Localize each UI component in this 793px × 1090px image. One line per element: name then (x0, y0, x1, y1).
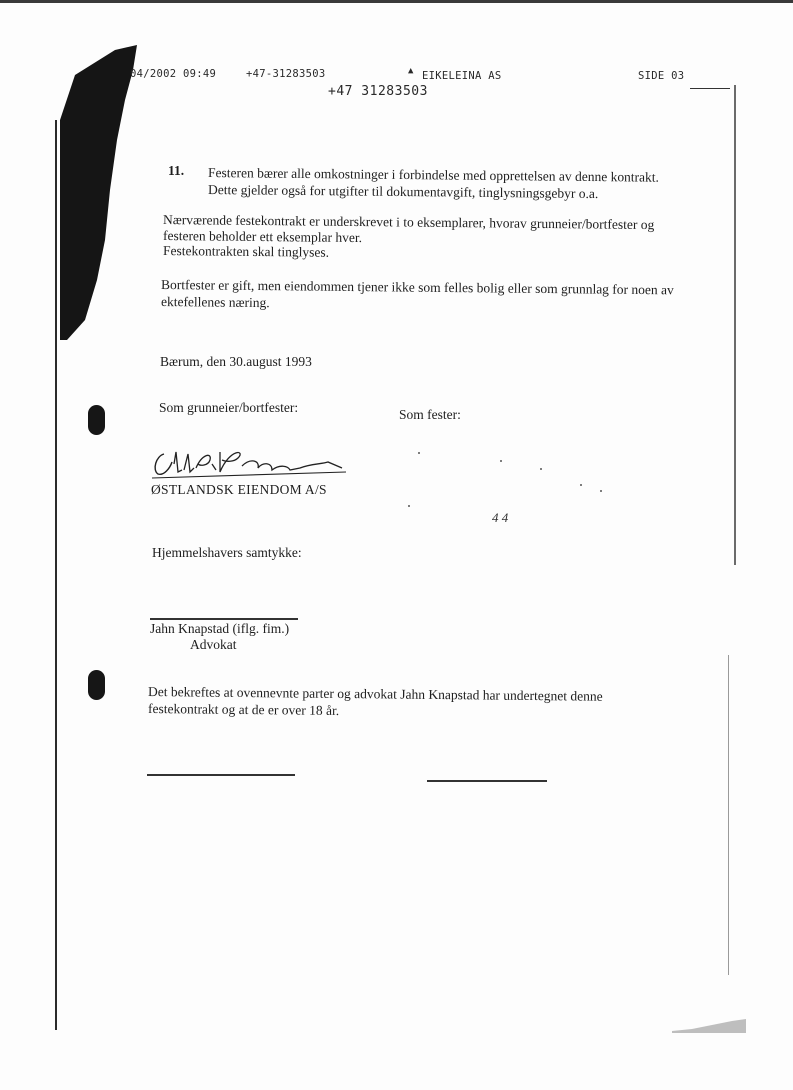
header-rule (690, 88, 730, 89)
owner-company: ØSTLANDSK EIENDOM A/S (151, 482, 327, 497)
scan-speck (600, 490, 602, 492)
fax-page-number: SIDE 03 (638, 70, 685, 82)
fax-sender: EIKELEINA AS (422, 70, 502, 82)
scan-speck (500, 460, 502, 462)
owner-label: Som grunneier/bortfester: (159, 400, 299, 415)
scan-speck (580, 484, 582, 486)
scan-right-edge (734, 85, 736, 565)
fax-header-marker: ▲ (408, 66, 414, 76)
punch-hole-upper (88, 405, 105, 435)
fax-phone-stamp: +47 31283503 (328, 84, 428, 99)
consent-title: Advokat (190, 637, 237, 652)
lessee-label: Som fester: (399, 407, 461, 422)
scan-speck (408, 505, 410, 507)
lessee-faint-mark: 4 4 (492, 510, 509, 525)
copies-line-2: festeren beholder ett eksemplar hver. (162, 228, 363, 246)
scan-noise-corner (672, 1015, 747, 1035)
confirmation-line-2: festekontrakt og at de er over 18 år. (147, 701, 340, 719)
consent-name: Jahn Knapstad (iflg. fim.) (150, 621, 290, 636)
marriage-line-2: ektefellenes næring. (160, 294, 270, 311)
scan-speck (540, 468, 542, 470)
punch-hole-lower (88, 670, 105, 700)
confirmation-line-1: Det bekreftes at ovennevnte parter og advokat Jahn Knapstad har undertegnet denne (147, 684, 603, 704)
scan-speck (418, 452, 420, 454)
fax-date-time: 04/2002 09:49 (130, 68, 217, 80)
fax-number: +47-31283503 (246, 68, 326, 80)
scan-top-edge (0, 0, 793, 3)
clause-number: 11. (168, 163, 185, 178)
copies-line-1: Nærværende festekontrakt er underskrevet i to eksemplarer, hvorav grunneier/bortfester og (162, 212, 655, 233)
owner-signature (150, 442, 350, 482)
consent-label: Hjemmelshavers samtykke: (152, 545, 302, 560)
place-date: Bærum, den 30.august 1993 (160, 354, 312, 369)
witness-signature-line-1 (147, 774, 295, 776)
marriage-line-1: Bortfester er gift, men eiendommen tjener ikke som felles bolig eller som grunnlag for noen av (160, 277, 674, 298)
witness-signature-line-2 (427, 780, 547, 782)
clause-line-2: Dette gjelder også for utgifter til dokumentavgift, tinglysningsgebyr o.a. (207, 182, 599, 202)
scan-right-edge-lower (728, 655, 729, 975)
copies-line-3: Festekontrakten skal tinglyses. (162, 243, 330, 260)
scan-shadow-blot (55, 40, 145, 340)
consent-signature-line (150, 618, 298, 620)
clause-line-1: Festeren bærer alle omkostninger i forbindelse med opprettelsen av denne kontrakt. (207, 165, 660, 185)
